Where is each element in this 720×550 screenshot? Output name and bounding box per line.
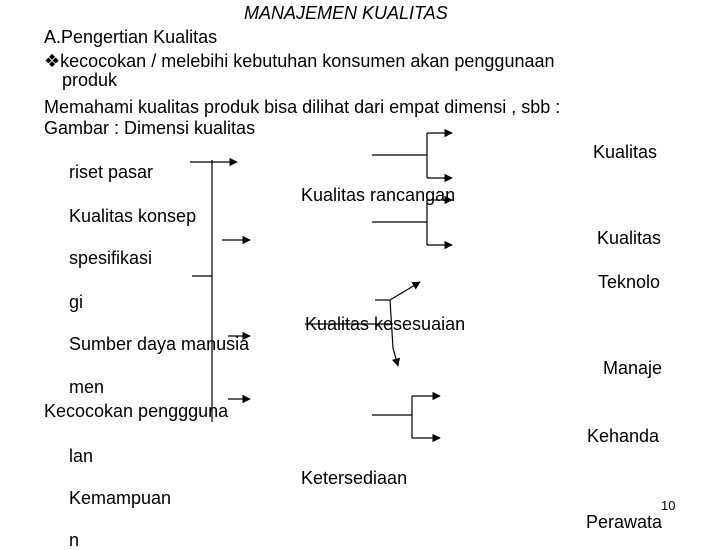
left-label-gi: gi <box>69 292 84 312</box>
left-label-kemampuan: Kemampuan <box>69 488 172 508</box>
mid-bracket-top-arrow <box>390 282 420 300</box>
right-label-manaje: Manaje <box>603 358 663 378</box>
right-label-teknolo: Teknolo <box>598 272 661 292</box>
slide-title: MANAJEMEN KUALITAS <box>244 3 448 23</box>
body-line-figure-caption: Gambar : Dimensi kualitas <box>44 118 256 138</box>
left-label-lan: lan <box>69 446 94 466</box>
bullet-line <box>44 51 555 71</box>
left-label-riset-pasar: riset pasar <box>69 162 154 182</box>
mid-bracket-bottom-arrow <box>393 348 398 366</box>
left-label-n: n <box>69 530 80 550</box>
left-label-kualitas-konsep: Kualitas konsep <box>69 206 197 226</box>
page-number: 10 <box>661 498 676 513</box>
right-label-perawata: Perawata <box>586 512 663 532</box>
section-heading: A.Pengertian Kualitas <box>44 27 218 47</box>
left-label-men: men <box>69 377 105 397</box>
middle-label-kesesuaian: Kualitas kesesuaian <box>305 314 466 334</box>
right-label-kualitas-1: Kualitas <box>593 142 658 162</box>
left-label-kecocokan: Kecocokan penggguna <box>44 401 229 421</box>
left-label-sumber-daya: Sumber daya manusia <box>69 334 250 354</box>
right-label-kehanda: Kehanda <box>587 426 660 446</box>
body-line-dimensions: Memahami kualitas produk bisa dilihat dari empat dimensi , sbb : <box>44 97 561 117</box>
diamond-bullet-icon: ❖ <box>44 51 61 71</box>
bullet-text: kecocokan / melebihi kebutuhan konsumen akan penggunaan <box>60 51 555 71</box>
middle-label-ketersediaan: Ketersediaan <box>301 468 408 488</box>
left-label-spesifikasi: spesifikasi <box>69 248 153 268</box>
bullet-continuation: produk <box>62 70 118 90</box>
right-label-kualitas-2: Kualitas <box>597 228 662 248</box>
middle-label-rancangan: Kualitas rancangan <box>301 185 456 205</box>
